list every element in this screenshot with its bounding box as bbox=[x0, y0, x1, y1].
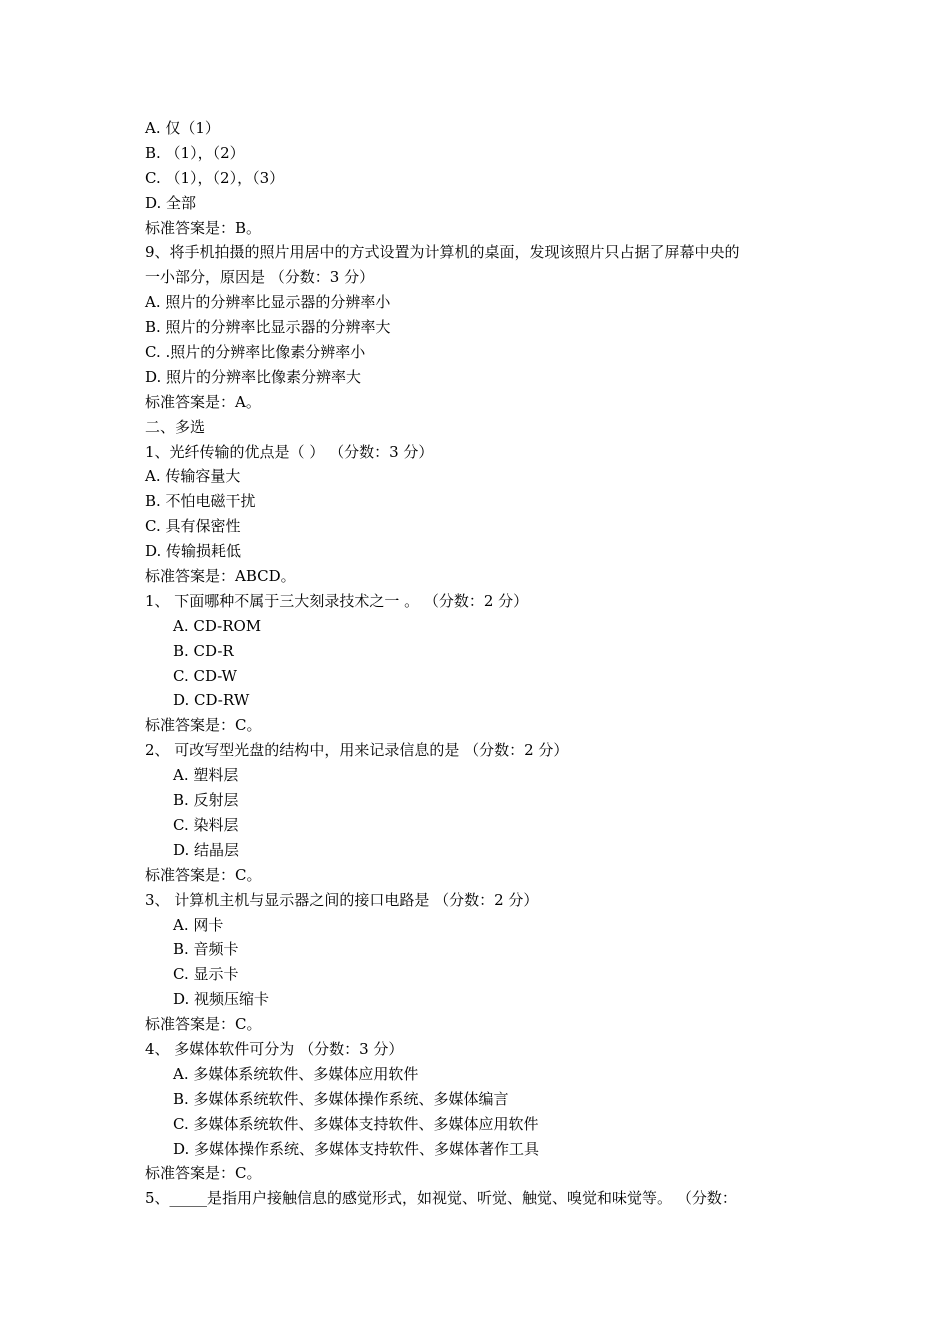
text-line: 1、光纤传输的优点是（ ） （分数：3 分） bbox=[145, 442, 434, 461]
text-line: A. 网卡 bbox=[173, 915, 224, 934]
text-line: A. 多媒体系统软件、多媒体应用软件 bbox=[173, 1064, 419, 1083]
text-line: 5、_____是指用户接触信息的感觉形式，如视觉、听觉、触觉、嗅觉和味觉等。 （分数： bbox=[145, 1189, 737, 1208]
text-line: C. .照片的分辨率比像素分辨率小 bbox=[145, 343, 366, 362]
text-line: C. 具有保密性 bbox=[145, 517, 241, 536]
text-line: C. 显示卡 bbox=[173, 965, 239, 984]
text-line: B. 照片的分辨率比显示器的分辨率大 bbox=[145, 318, 391, 337]
text-line: 标准答案是：C。 bbox=[145, 716, 262, 735]
exam-text-body bbox=[145, 116, 815, 1211]
text-line: B. 音频卡 bbox=[173, 940, 239, 959]
text-line: A. 仅（1） bbox=[145, 119, 220, 137]
text-line: B. 反射层 bbox=[173, 791, 239, 810]
text-line: 标准答案是：C。 bbox=[145, 865, 262, 884]
text-line: C. （1），（2），（3） bbox=[145, 168, 285, 187]
text-line: 标准答案是：A。 bbox=[145, 392, 261, 411]
text-line: A. 照片的分辨率比显示器的分辨率小 bbox=[145, 293, 391, 312]
text-line: B. 不怕电磁干扰 bbox=[145, 492, 256, 511]
text-line: 3、 计算机主机与显示器之间的接口电路是 （分数：2 分） bbox=[145, 890, 539, 909]
text-line: 9、将手机拍摄的照片用居中的方式设置为计算机的桌面，发现该照片只占据了屏幕中央的 bbox=[145, 243, 740, 262]
text-line: C. CD-W bbox=[173, 666, 237, 685]
text-line: 4、 多媒体软件可分为 （分数：3 分） bbox=[145, 1039, 404, 1058]
text-line: 一小部分，原因是 （分数：3 分） bbox=[145, 268, 375, 287]
text-line: 标准答案是：ABCD。 bbox=[145, 567, 296, 586]
text-line: B. 多媒体系统软件、多媒体操作系统、多媒体编言 bbox=[173, 1089, 509, 1108]
text-line: D. 多媒体操作系统、多媒体支持软件、多媒体著作工具 bbox=[173, 1139, 540, 1158]
text-line: 二、多选 bbox=[145, 417, 206, 436]
text-line: C. 多媒体系统软件、多媒体支持软件、多媒体应用软件 bbox=[173, 1114, 539, 1133]
text-line: 标准答案是：C。 bbox=[145, 1164, 262, 1183]
text-line: B. （1），（2） bbox=[145, 143, 245, 162]
text-line: D. 照片的分辨率比像素分辨率大 bbox=[145, 367, 362, 386]
text-line: A. 塑料层 bbox=[173, 766, 239, 785]
text-line: D. 结晶层 bbox=[173, 840, 240, 859]
text-line: D. CD-RW bbox=[173, 691, 250, 710]
text-line: 1、 下面哪种不属于三大刻录技术之一 。 （分数：2 分） bbox=[145, 591, 529, 610]
text-line: B. CD-R bbox=[173, 641, 234, 660]
text-line: A. 传输容量大 bbox=[145, 467, 241, 486]
text-line: C. 染料层 bbox=[173, 815, 239, 834]
text-line: D. 传输损耗低 bbox=[145, 542, 242, 561]
text-line: 标准答案是：C。 bbox=[145, 1015, 262, 1034]
text-line: 标准答案是：B。 bbox=[145, 218, 262, 237]
text-line: D. 全部 bbox=[145, 193, 197, 212]
text-line: 2、 可改写型光盘的结构中，用来记录信息的是 （分数：2 分） bbox=[145, 741, 569, 760]
text-line: D. 视频压缩卡 bbox=[173, 990, 270, 1009]
text-line: A. CD-ROM bbox=[173, 616, 262, 635]
